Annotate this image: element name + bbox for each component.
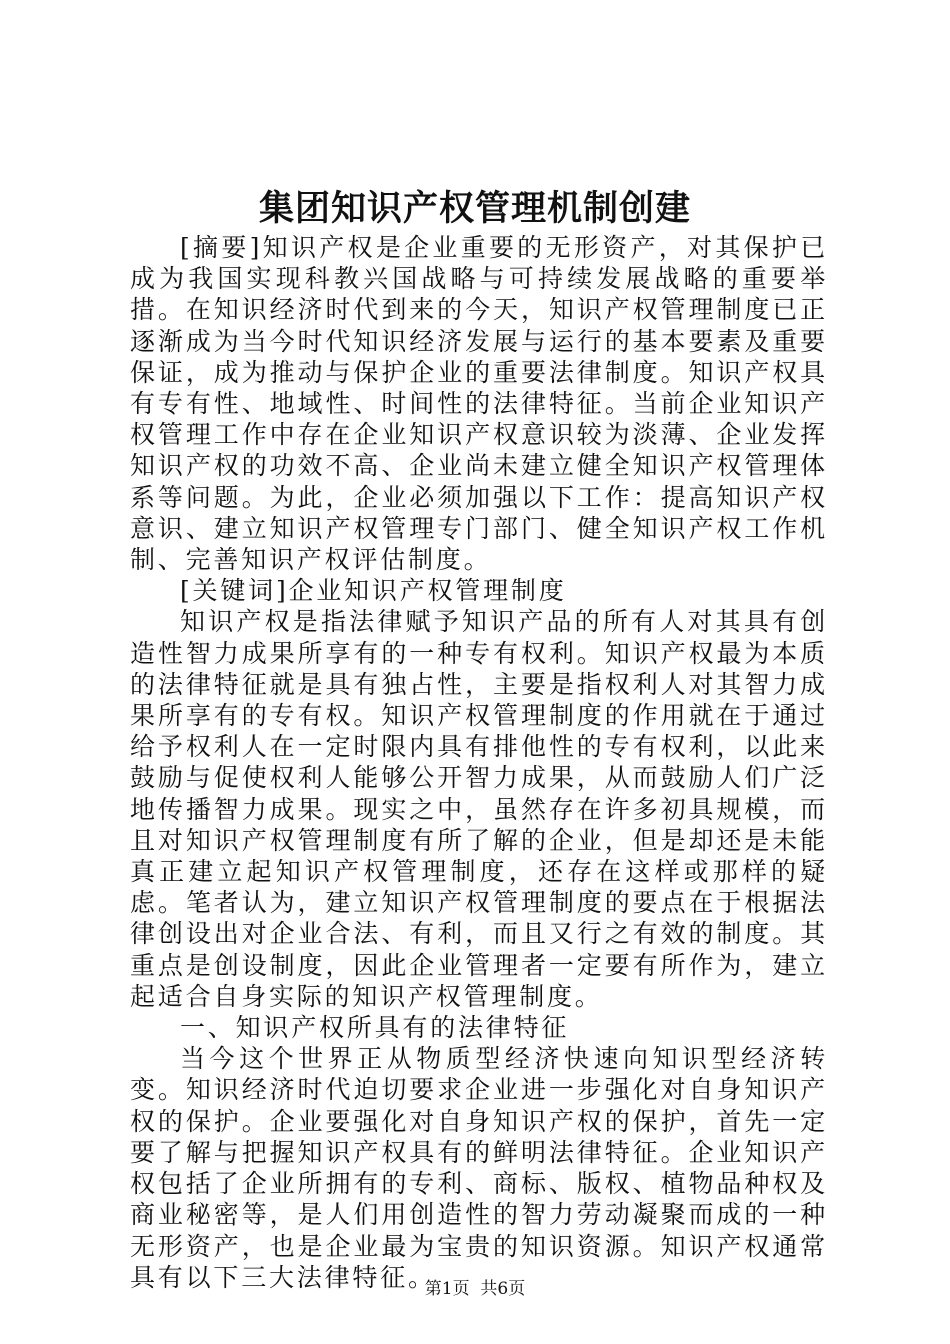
document-body xyxy=(130,232,828,1293)
page-footer xyxy=(0,1278,950,1300)
keywords-paragraph: [关键词]企业知识产权管理制度 xyxy=(180,576,567,606)
section-paragraph: 当今这个世界正从物质型经济快速向知识型经济转变。知识经济时代迫切要求企业进一步强化对自身知识产权的保护。企业要强化对自身知识产权的保护，首先一定要了解与把握知识产权具有的鲜明法律特征。企业知识产权包括了企业所拥有的专利、商标、版权、植物品种权及商业秘密等，是人们用创造性的智力劳动凝聚而成的一种无形资产，也是企业最为宝贵的知识资源。知识产权通常具有以下三大法律特征。 xyxy=(130,1044,828,1292)
document-title: 集团知识产权管理机制创建 xyxy=(258,188,691,229)
abstract-paragraph: [摘要]知识产权是企业重要的无形资产，对其保护已成为我国实现科教兴国战略与可持续发展战略的重要举措。在知识经济时代到来的今天，知识产权管理制度已正逐渐成为当今时代知识经济发展与运行的基本要素及重要保证，成为推动与保护企业的重要法律制度。知识产权具有专有性、地域性、时间性的法律特征。当前企业知识产权管理工作中存在企业知识产权意识较为淡薄、企业发挥知识产权的功效不高、企业尚未建立健全知识产权管理体系等问题。为此，企业必须加强以下工作：提高知识产权意识、建立知识产权管理专门部门、健全知识产权工作机制、完善知识产权评估制度。 xyxy=(130,233,828,575)
page-number: 第1页 xyxy=(424,1279,470,1299)
intro-paragraph: 知识产权是指法律赋予知识产品的所有人对其具有创造性智力成果所享有的一种专有权利。知识产权最为本质的法律特征就是具有独占性，主要是指权利人对其智力成果所享有的专有权。知识产权管理制度的作用就在于通过给予权利人在一定时限内具有排他性的专有权利，以此来鼓励与促使权利人能够公开智力成果，从而鼓励人们广泛地传播智力成果。现实之中，虽然存在许多初具规模，而且对知识产权管理制度有所了解的企业，但是却还是未能真正建立起知识产权管理制度，还存在这样或那样的疑虑。笔者认为，建立知识产权管理制度的要点在于根据法律创设出对企业合法、有利，而且又行之有效的制度。其重点是创设制度，因此企业管理者一定要有所作为，建立起适合自身实际的知识产权管理制度。 xyxy=(130,607,828,1011)
page-total: 共6页 xyxy=(480,1279,526,1299)
section-heading: 一、知识产权所具有的法律特征 xyxy=(180,1013,570,1043)
